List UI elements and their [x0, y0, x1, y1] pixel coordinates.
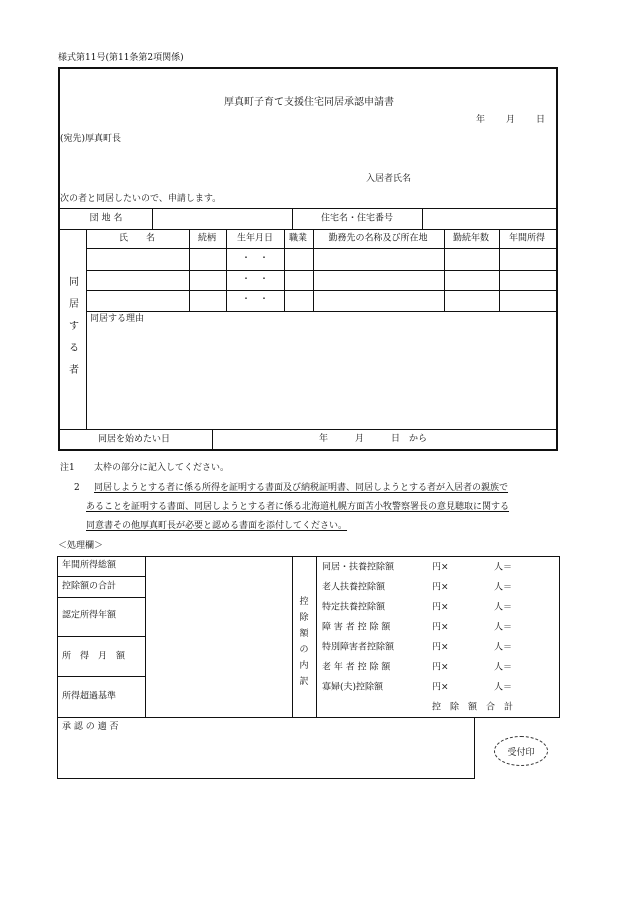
deduction-people: 人＝ — [494, 642, 513, 653]
divider — [86, 248, 556, 249]
divider — [86, 229, 87, 429]
deduction-total-label: 控 除 額 合 計 — [432, 702, 514, 713]
approval-box — [57, 718, 475, 779]
side-char: 控 — [299, 597, 309, 607]
column-header-tenure: 勤続年数 — [452, 233, 490, 244]
reason-label: 同居する理由 — [90, 314, 145, 324]
side-char: 内 — [299, 661, 309, 671]
processing-label: ＜処理欄＞ — [58, 541, 104, 551]
divider — [313, 229, 314, 311]
column-header-name: 氏 名 — [118, 233, 156, 244]
deduction-name: 特別障害者控除額 — [322, 642, 395, 653]
divider — [86, 311, 556, 312]
deduction-yen: 円× — [432, 622, 449, 633]
column-header-income: 年間所得 — [508, 233, 546, 244]
approval-label: 承 認 の 適 否 — [62, 722, 119, 732]
date-month-label: 月 — [506, 115, 516, 125]
divider — [284, 229, 285, 311]
deduction-breakdown-side-label — [296, 594, 312, 690]
deduction-people: 人＝ — [494, 622, 513, 633]
start-date-label: 同居を始めたい日 — [97, 434, 171, 445]
reason-field[interactable] — [88, 326, 554, 426]
deduction-yen: 円× — [432, 682, 449, 693]
note-1-text: 太枠の部分に記入してください。 — [94, 463, 230, 473]
side-char: の — [299, 645, 309, 655]
monthly-income-label: 所 得 月 額 — [62, 651, 126, 662]
deduction-people: 人＝ — [494, 602, 513, 613]
income-limit-label: 所得超過基準 — [62, 691, 117, 702]
addressee: (宛先)厚真町長 — [60, 134, 122, 144]
note-2-line-2: あることを証明する書面、同居しようとする者に係る北海道札幌方面苫小牧警察署長の意見聴取に関する — [86, 502, 510, 512]
divider — [292, 208, 293, 229]
deduction-name: 老 年 者 控 除 額 — [322, 662, 391, 673]
birthdate-field[interactable]: ・ ・ — [241, 294, 269, 305]
divider — [499, 229, 500, 311]
note-1-mark: 注1 — [60, 463, 75, 473]
unit-number-field[interactable] — [423, 209, 555, 228]
deduction-name: 老人扶養控除額 — [322, 582, 386, 593]
divider — [145, 556, 146, 718]
divider — [57, 676, 145, 677]
annual-income-total-label: 年間所得総額 — [62, 560, 117, 571]
divider — [57, 597, 145, 598]
date-day-label: 日 — [536, 115, 546, 125]
deduction-name: 特定扶養控除額 — [322, 602, 386, 613]
receipt-stamp-label: 受付印 — [507, 747, 535, 758]
deduction-yen: 円× — [432, 662, 449, 673]
deduction-sum-label: 控除額の合計 — [62, 581, 117, 592]
page-title: 厚真町子育て支援住宅同居承認申請書 — [224, 97, 394, 108]
birthdate-field[interactable]: ・ ・ — [241, 274, 269, 285]
date-year-label: 年 — [476, 115, 486, 125]
deduction-yen: 円× — [432, 642, 449, 653]
column-header-occupation: 職業 — [288, 233, 308, 244]
deduction-yen: 円× — [432, 582, 449, 593]
deduction-name: 寡婦(夫)控除額 — [322, 682, 384, 693]
side-char: 居 — [69, 299, 79, 310]
side-char: 同 — [69, 277, 79, 288]
divider — [86, 290, 556, 291]
start-date-field[interactable]: 年 月 日 から — [319, 434, 428, 444]
side-char: 者 — [69, 365, 79, 376]
column-header-workplace: 勤務先の名称及び所在地 — [328, 233, 428, 244]
side-char: 除 — [299, 613, 309, 623]
divider — [60, 229, 556, 230]
form-number: 様式第11号(第11条第2項関係) — [58, 53, 184, 63]
divider — [444, 229, 445, 311]
intro-text: 次の者と同居したいので、申請します。 — [60, 194, 222, 204]
complex-name-field[interactable] — [153, 209, 291, 228]
applicant-name-label: 入居者氏名 — [366, 174, 412, 184]
birthdate-field[interactable]: ・ ・ — [241, 253, 269, 264]
deduction-people: 人＝ — [494, 682, 513, 693]
deduction-people: 人＝ — [494, 662, 513, 673]
divider — [226, 229, 227, 311]
cohabitant-side-label — [67, 272, 81, 382]
divider — [86, 270, 556, 271]
note-2-line-3: 同意書その他厚真町長が必要と認める書面を添付してください。 — [86, 521, 348, 531]
side-char: る — [69, 343, 79, 354]
divider — [57, 636, 145, 637]
deduction-people: 人＝ — [494, 562, 513, 573]
divider — [60, 429, 556, 430]
deduction-people: 人＝ — [494, 582, 513, 593]
side-char: 訳 — [299, 677, 309, 687]
receipt-stamp — [494, 736, 548, 766]
note-2-line-1: 同居しようとする者に係る所得を証明する書面及び納税証明書、同居しようとする者が入居者の親族で — [94, 483, 509, 493]
column-header-relation: 続柄 — [197, 233, 217, 244]
divider — [316, 556, 317, 718]
divider — [292, 556, 293, 718]
unit-number-label: 住宅名・住宅番号 — [320, 213, 394, 224]
divider — [189, 229, 190, 311]
complex-name-label: 団 地 名 — [89, 213, 123, 224]
deduction-name: 同居・扶養控除額 — [322, 562, 395, 573]
side-char: す — [69, 321, 79, 332]
deduction-name: 障 害 者 控 除 額 — [322, 622, 391, 633]
note-2-mark: 2 — [74, 483, 80, 493]
deduction-yen: 円× — [432, 562, 449, 573]
divider — [212, 429, 213, 450]
column-header-birthdate: 生年月日 — [236, 233, 274, 244]
deduction-yen: 円× — [432, 602, 449, 613]
certified-income-label: 認定所得年額 — [62, 610, 117, 621]
side-char: 額 — [299, 629, 309, 639]
divider — [57, 576, 145, 577]
